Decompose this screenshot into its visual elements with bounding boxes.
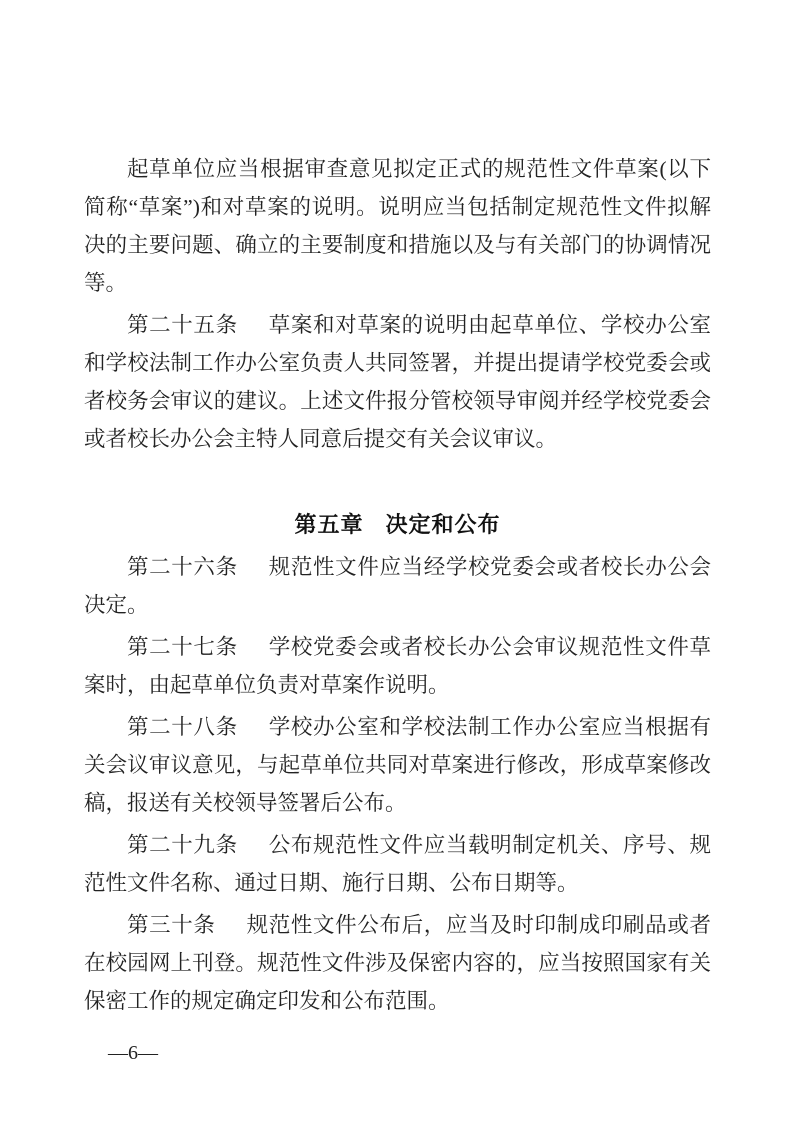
page-number: —6— [108,1042,158,1064]
paragraph-text: 规范性文件公布后，应当及时印制成印刷品或者在校园网上刊登。规范性文件涉及保密内容的，应当按照国家有关保密工作的规定确定印发和公布范围。 [84,913,711,1013]
chapter-number: 第五章 [294,512,364,537]
article-number: 第二十六条 [127,555,238,579]
paragraph-text: 公布规范性文件应当载明制定机关、序号、规范性文件名称、通过日期、施行日期、公布日期等。 [84,833,711,895]
article-paragraph [84,708,711,822]
article-number: 第二十八条 [127,715,238,739]
article-number: 第三十条 [127,913,216,937]
paragraph-text: 草案和对草案的说明由起草单位、学校办公室和学校法制工作办公室负责人共同签署，并提出提请学校党委会或者校务会审议的建议。上述文件报分管校领导审阅并经学校党委会或者校长办公会主特人同意后提交有关会议审议。 [84,313,711,451]
document-body [84,150,711,1024]
paragraph-text: 学校党委会或者校长办公会审议规范性文件草案时，由起草单位负责对草案作说明。 [84,635,711,697]
paragraph-text: 起草单位应当根据审查意见拟定正式的规范性文件草案(以下简称“草案”)和对草案的说明。说明应当包括制定规范性文件拟解决的主要问题、确立的主要制度和措施以及与有关部门的协调情况等。 [84,157,711,295]
article-paragraph [84,150,711,302]
article-paragraph [84,906,711,1020]
article-paragraph [84,826,711,902]
article-number: 第二十七条 [127,635,238,659]
article-paragraph [84,548,711,624]
paragraph-text: 规范性文件应当经学校党委会或者校长办公会决定。 [84,555,711,617]
article-number: 第二十五条 [127,313,238,337]
article-number: 第二十九条 [127,833,238,857]
article-paragraph [84,628,711,704]
article-paragraph [84,306,711,458]
chapter-heading [84,506,711,544]
chapter-title: 决定和公布 [385,512,501,537]
paragraph-text: 学校办公室和学校法制工作办公室应当根据有关会议审议意见，与起草单位共同对草案进行修改，形成草案修改稿，报送有关校领导签署后公布。 [84,715,711,815]
